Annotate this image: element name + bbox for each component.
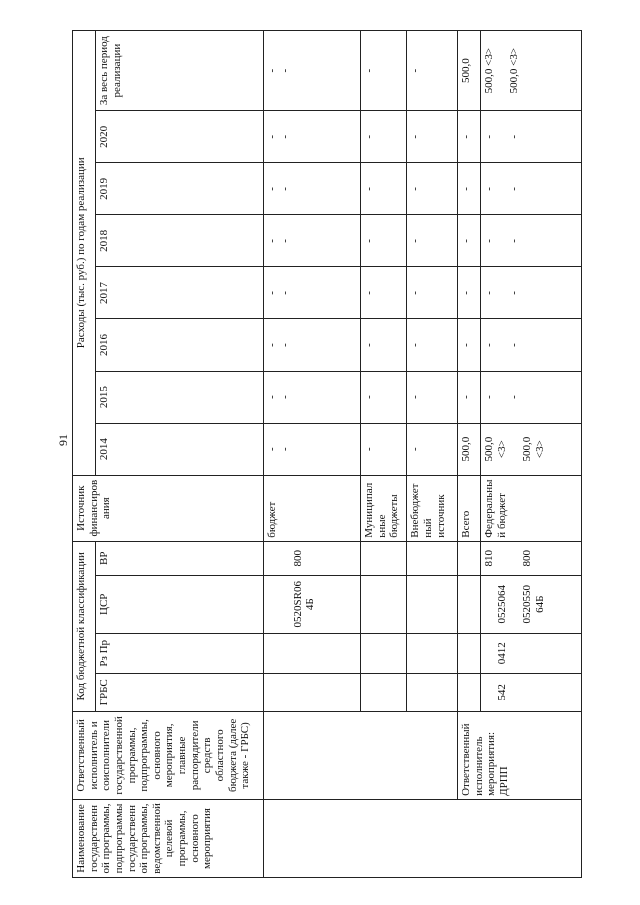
- header-vr: ВР: [96, 541, 264, 575]
- budget-table: [72, 30, 582, 878]
- cell-federal-label: Федеральный бюджет: [480, 475, 581, 541]
- header-name: Наименование государственной программы, подпрограммы государственной программы, ведомственной целевой программы, основного мероприятия: [73, 799, 264, 877]
- header-year: 2020: [96, 111, 264, 163]
- table-row: Муниципальные бюджеты - - - - - - - -: [361, 31, 407, 878]
- cell-vr: 810 800: [480, 541, 581, 575]
- header-expenses: Расходы (тыс. руб.) по годам реализации: [73, 31, 96, 476]
- header-year: 2019: [96, 163, 264, 215]
- cell-source: Муниципальные бюджеты: [361, 475, 407, 541]
- header-csr: ЦСР: [96, 575, 264, 633]
- table-row: 542 0412 0525064 0520550 64Б 810 800 Федеральный бюджет 500,0 <3> 500,0 <3> - - - - - - - - - - - - 500,0 <3> 500,0 <3>: [480, 31, 581, 878]
- header-source: Источник финансирования: [73, 475, 264, 541]
- cell-csr: 0525064 0520550 64Б: [480, 575, 581, 633]
- page-number: 91: [56, 434, 70, 446]
- header-year: 2014: [96, 423, 264, 475]
- cell-total-label: Всего: [457, 475, 480, 541]
- cell-grbs: 542: [480, 673, 581, 711]
- header-rzpr: Рз Пр: [96, 633, 264, 673]
- header-responsible: Ответственный исполнитель и соисполнители государственной программы, подпрограммы, основного мероприятия, главные распорядители средств областного бюджета (далее также - ГРБС): [73, 711, 264, 799]
- cell-source: бюджет: [264, 475, 361, 541]
- cell-vr: 800: [264, 541, 361, 575]
- cell-source: Внебюджетный источник: [407, 475, 457, 541]
- table-row: Ответственный исполнитель мероприятия: ДРПП Всего 500,0 - - - - - - 500,0: [457, 31, 480, 878]
- header-year: 2016: [96, 319, 264, 371]
- cell-rzpr: 0412: [480, 633, 581, 673]
- header-year: 2015: [96, 371, 264, 423]
- cell-csr: 0520SR064Б: [264, 575, 361, 633]
- header-year: 2017: [96, 267, 264, 319]
- cell-responsible: Ответственный исполнитель мероприятия: ДРПП: [457, 711, 581, 799]
- budget-table-container: [72, 30, 582, 878]
- header-grbs: ГРБС: [96, 673, 264, 711]
- table-row: Внебюджетный источник - - - - - - - -: [407, 31, 457, 878]
- header-total-period: За весь период реализации: [96, 31, 264, 111]
- header-year: 2018: [96, 215, 264, 267]
- table-row: 0520SR064Б 800 бюджет - - - - - - - - - - - - - - - -: [264, 31, 361, 878]
- header-budget-code: Код бюджетной классификации: [73, 541, 96, 711]
